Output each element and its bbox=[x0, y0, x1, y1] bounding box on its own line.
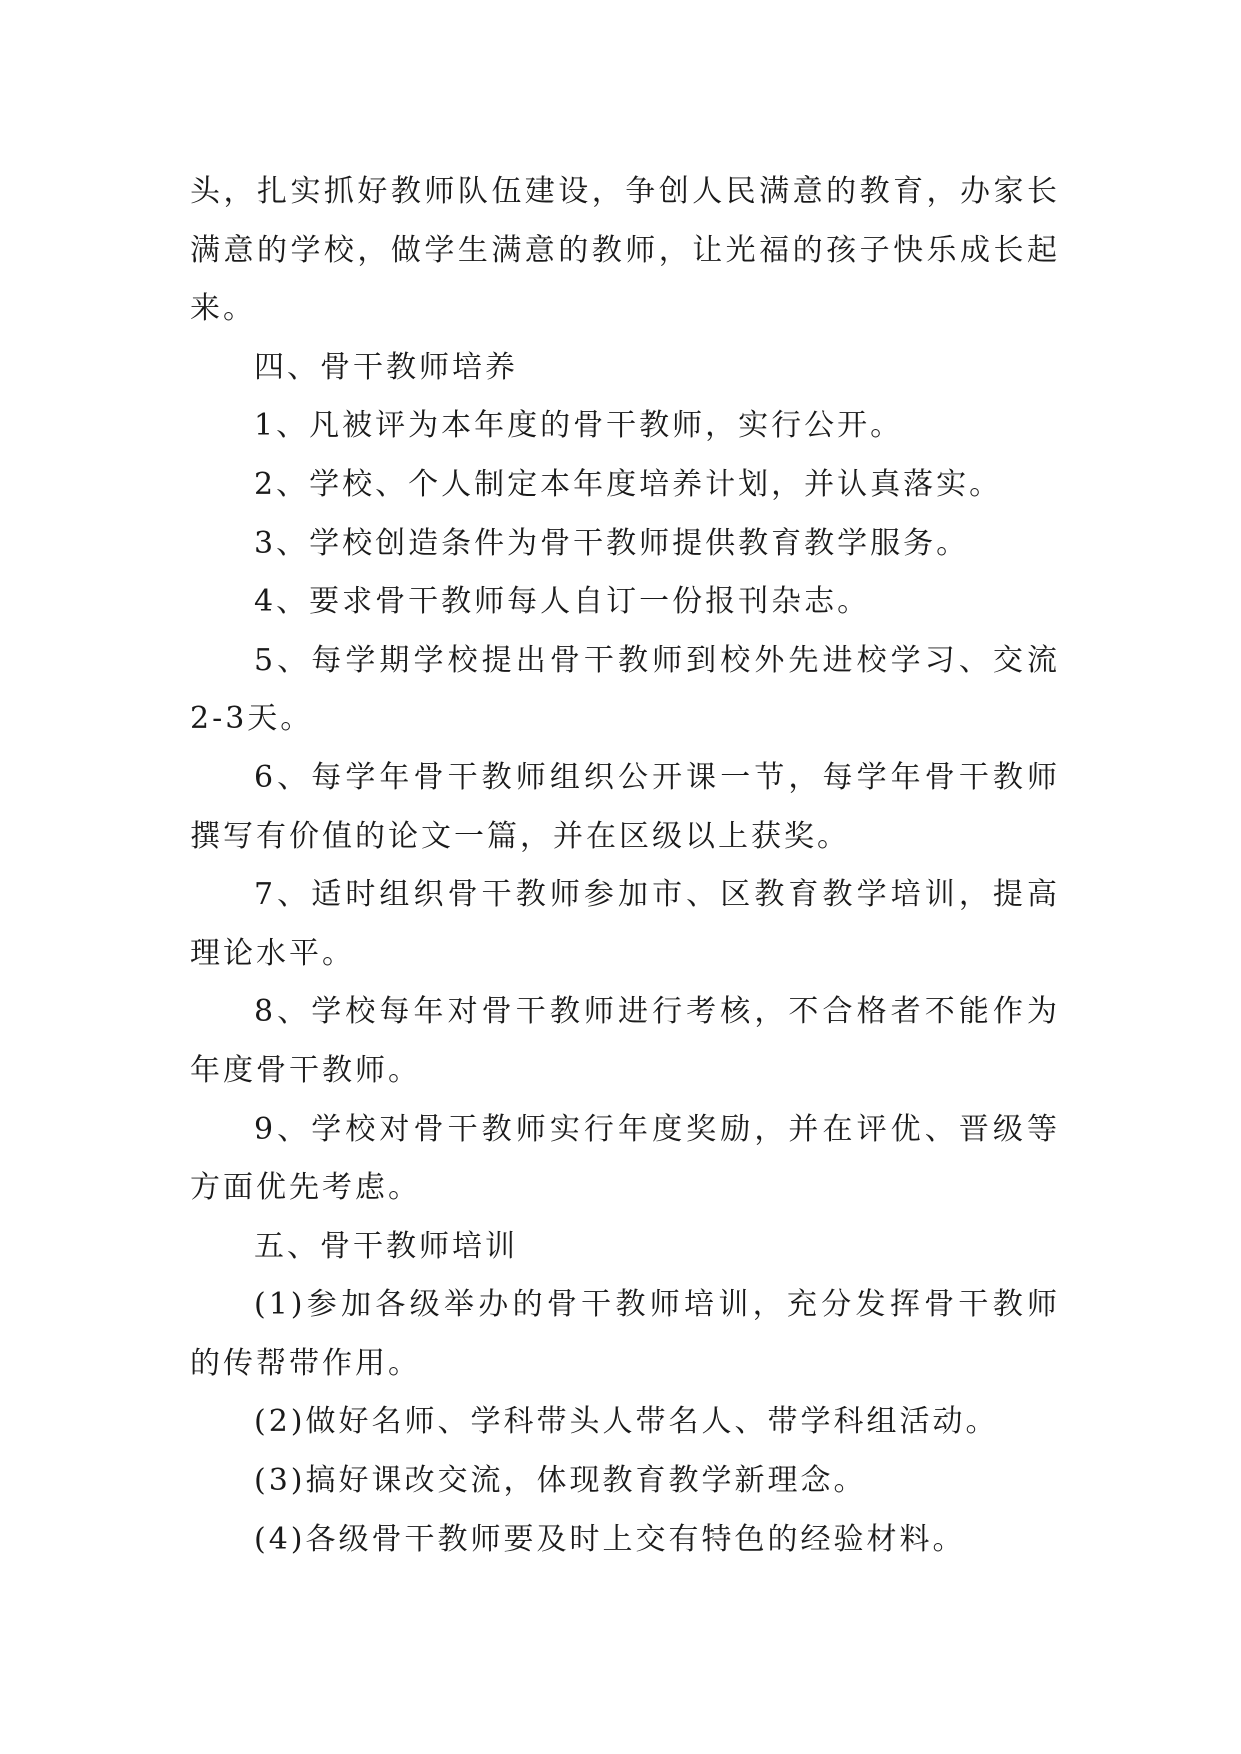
list-item-7: 7、适时组织骨干教师参加市、区教育教学培训，提高理论水平。 bbox=[190, 877, 1060, 971]
training-item-2: (2)做好名师、学科带头人带名人、带学科组活动。 bbox=[254, 1404, 999, 1440]
list-item-9: 9、学校对骨干教师实行年度奖励，并在评优、晋级等方面优先考虑。 bbox=[190, 1111, 1060, 1206]
document-body bbox=[190, 163, 1060, 1569]
training-item-1: (1)参加各级举办的骨干教师培训，充分发挥骨干教师的传帮带作用。 bbox=[190, 1287, 1060, 1381]
list-item-1: 1、凡被评为本年度的骨干教师，实行公开。 bbox=[254, 408, 904, 444]
paragraph-continuation: 头，扎实抓好教师队伍建设，争创人民满意的教育，办家长满意的学校，做学生满意的教师，让光福的孩子快乐成长起来。 bbox=[190, 174, 1060, 327]
training-item-4: (4)各级骨干教师要及时上交有特色的经验材料。 bbox=[254, 1521, 966, 1557]
list-item-4: 4、要求骨干教师每人自订一份报刊杂志。 bbox=[254, 584, 871, 620]
section-heading-4: 四、骨干教师培养 bbox=[254, 349, 518, 385]
list-item-8: 8、学校每年对骨干教师进行考核，不合格者不能作为年度骨干教师。 bbox=[190, 994, 1060, 1088]
list-item-6: 6、每学年骨干教师组织公开课一节，每学年骨干教师撰写有价值的论文一篇，并在区级以上获奖。 bbox=[190, 759, 1060, 854]
section-heading-5: 五、骨干教师培训 bbox=[254, 1228, 518, 1264]
list-item-5: 5、每学期学校提出骨干教师到校外先进校学习、交流2-3天。 bbox=[190, 642, 1060, 737]
training-item-3: (3)搞好课改交流，体现教育教学新理念。 bbox=[254, 1463, 867, 1499]
list-item-3: 3、学校创造条件为骨干教师提供教育教学服务。 bbox=[254, 525, 970, 561]
list-item-2: 2、学校、个人制定本年度培养计划，并认真落实。 bbox=[254, 466, 1003, 502]
